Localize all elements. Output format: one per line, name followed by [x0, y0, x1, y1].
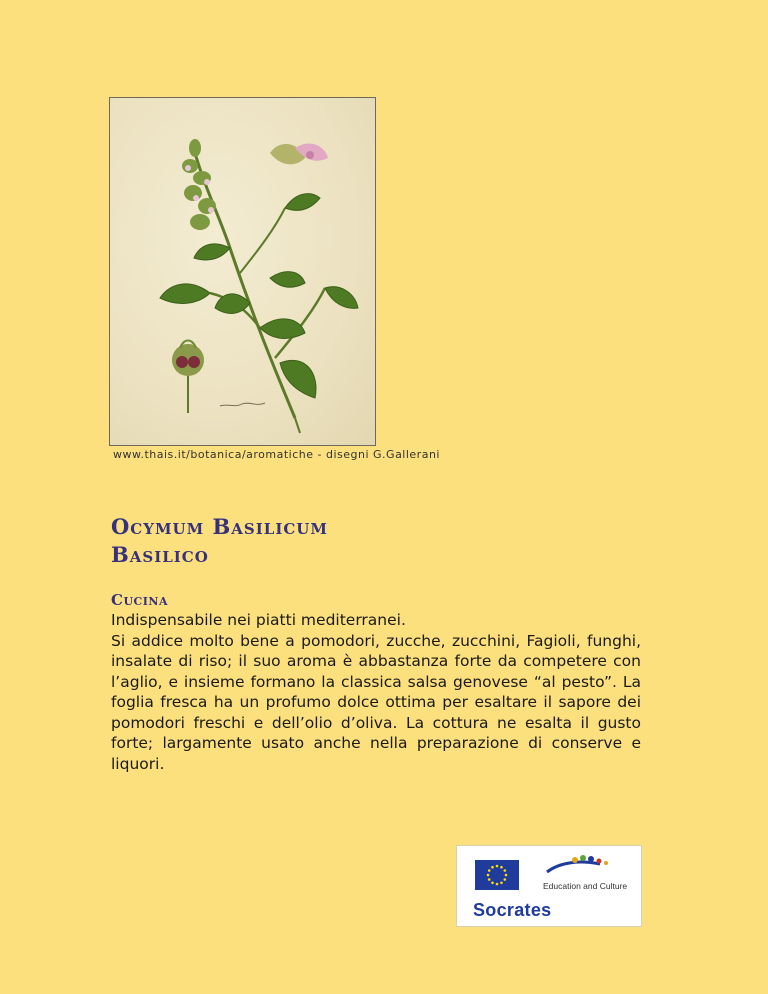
eu-flag-icon: [475, 860, 519, 890]
basil-plant-icon: [110, 98, 375, 445]
illustration-credit: www.thais.it/botanica/aromatiche - disegni G.Gallerani: [113, 448, 440, 461]
education-culture-mark-icon: [545, 854, 615, 876]
section-heading: Cucina: [111, 591, 169, 609]
page-title: [111, 513, 328, 569]
paragraph-body: Si addice molto bene a pomodori, zucche, zucchini, Fagioli, funghi, insalate di riso; il suo aroma è abbastanza forte da competere con l’aglio, e insieme formano la classica salsa genovese “al pesto”. La foglia fresca ha un profumo dolce ottima per esaltare il sapore dei pomodori freschi e dell’olio d’oliva. La cottura ne esalta il gusto forte; largamente usato anche nella preparazione di conserve e liquori.: [111, 631, 641, 773]
common-name: Basilico: [111, 542, 209, 567]
education-culture-label: Education and Culture: [543, 881, 628, 891]
cooking-section: [111, 590, 641, 774]
basil-illustration: [109, 97, 376, 446]
socrates-logo: [456, 845, 642, 927]
socrates-label: Socrates: [473, 900, 552, 920]
paragraph-line: Indispensabile nei piatti mediterranei.: [111, 611, 406, 629]
latin-name: Ocymum Basilicum: [111, 514, 328, 539]
